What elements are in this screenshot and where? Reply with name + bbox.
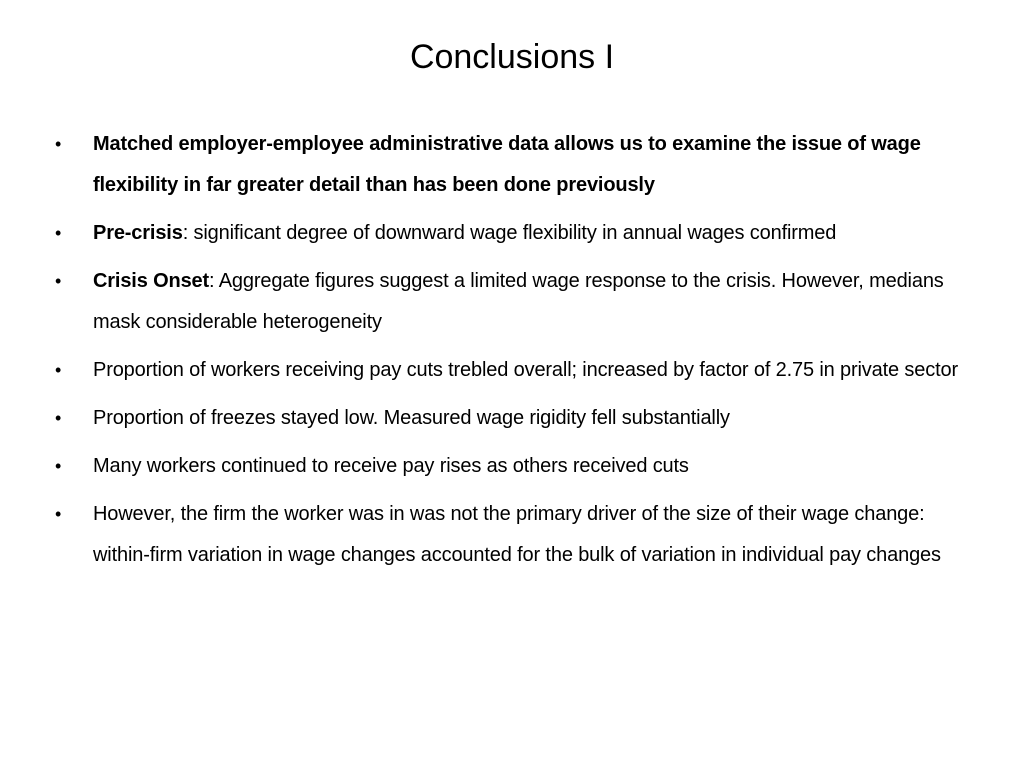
bullet-text: Proportion of workers receiving pay cuts trebled overall; increased by factor of 2.75 in private sector bbox=[93, 359, 958, 381]
bullet-text: Many workers continued to receive pay rises as others received cuts bbox=[93, 455, 689, 477]
bullet-text: However, the firm the worker was in was not the primary driver of the size of their wage change: within-firm variation in wage changes accounted for the bulk of variation in individual pay changes bbox=[93, 503, 941, 566]
bullet-item-5 bbox=[55, 398, 985, 439]
bullet-list bbox=[55, 124, 985, 583]
bullet-lead: Crisis Onset bbox=[93, 270, 210, 292]
bullet-item-3 bbox=[55, 261, 985, 343]
bullet-icon: • bbox=[55, 134, 62, 154]
bullet-item-2 bbox=[55, 213, 985, 254]
bullet-icon: • bbox=[55, 223, 62, 243]
bullet-icon: • bbox=[55, 408, 62, 428]
bullet-text: : significant degree of downward wage flexibility in annual wages confirmed bbox=[182, 222, 837, 244]
bullet-item-1 bbox=[55, 124, 985, 206]
bullet-icon: • bbox=[55, 360, 62, 380]
bullet-icon: • bbox=[55, 504, 62, 524]
bullet-lead: Pre-crisis bbox=[93, 222, 183, 244]
bullet-item-7 bbox=[55, 494, 985, 576]
bullet-item-6 bbox=[55, 446, 985, 487]
bullet-icon: • bbox=[55, 456, 62, 476]
bullet-item-4 bbox=[55, 350, 985, 391]
bullet-icon: • bbox=[55, 271, 62, 291]
bullet-lead: Matched employer-employee administrative data allows us to examine the issue of wage flexibility in far greater detail than has been done previously bbox=[93, 133, 921, 196]
bullet-text: Proportion of freezes stayed low. Measured wage rigidity fell substantially bbox=[93, 407, 730, 429]
bullet-text: : Aggregate figures suggest a limited wage response to the crisis. However, medians mask considerable heterogeneity bbox=[93, 270, 944, 333]
slide-title: Conclusions I bbox=[409, 38, 615, 76]
